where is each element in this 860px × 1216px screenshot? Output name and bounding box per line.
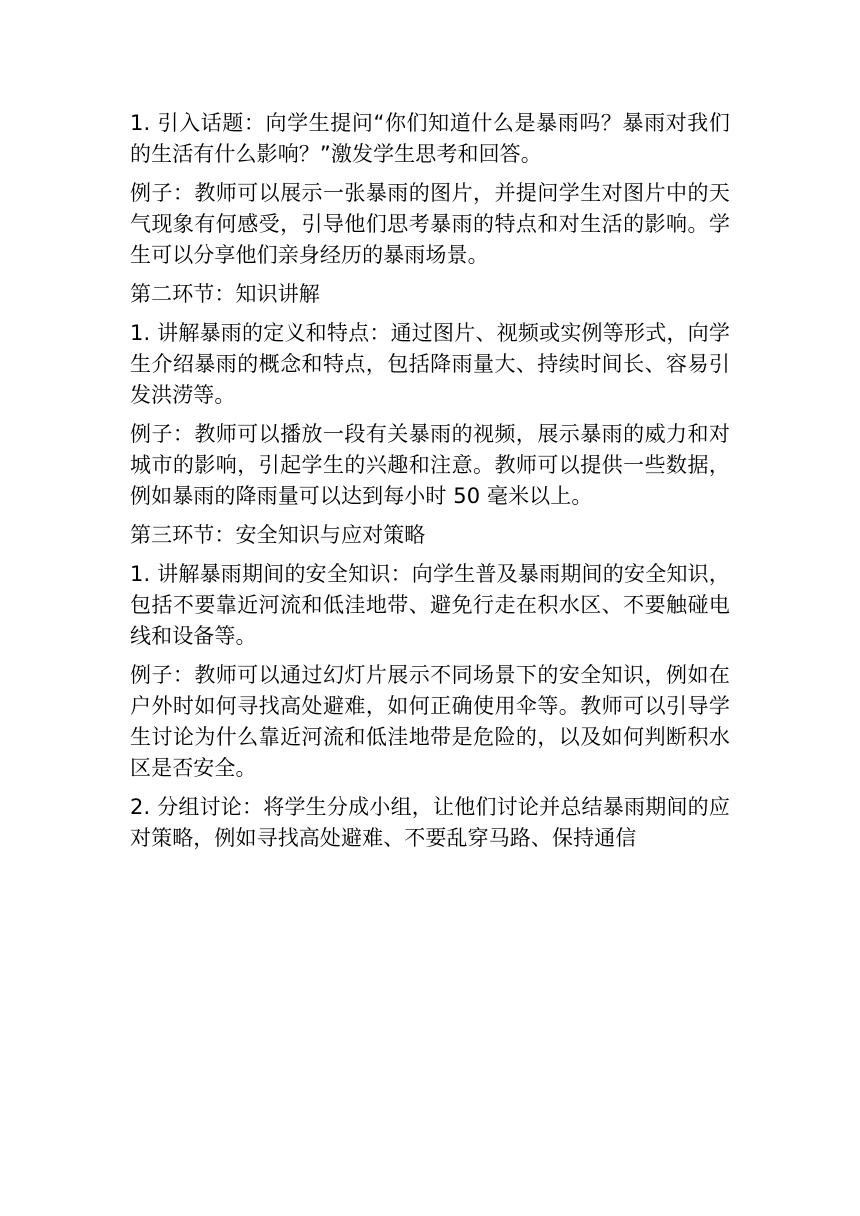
paragraph-definition: 1. 讲解暴雨的定义和特点：通过图片、视频或实例等形式，向学生介绍暴雨的概念和特点，包括降雨量大、持续时间长、容易引发洪涝等。 bbox=[130, 321, 730, 407]
paragraph-group-discussion: 2. 分组讨论：将学生分成小组，让他们讨论并总结暴雨期间的应对策略，例如寻找高处避难、不要乱穿马路、保持通信 bbox=[130, 795, 730, 850]
section-heading-2: 第二环节：知识讲解 bbox=[130, 282, 320, 306]
paragraph-example-3: 例子：教师可以通过幻灯片展示不同场景下的安全知识，例如在户外时如何寻找高处避难，如何正确使用伞等。教师可以引导学生讨论为什么靠近河流和低洼地带是危险的，以及如何判断积水区是否安全。 bbox=[130, 663, 730, 780]
paragraph-example-1: 例子：教师可以展示一张暴雨的图片，并提问学生对图片中的天气现象有何感受，引导他们思考暴雨的特点和对生活的影响。学生可以分享他们亲身经历的暴雨场景。 bbox=[130, 181, 730, 267]
paragraph-example-2: 例子：教师可以播放一段有关暴雨的视频，展示暴雨的威力和对城市的影响，引起学生的兴趣和注意。教师可以提供一些数据，例如暴雨的降雨量可以达到每小时 50 毫米以上。 bbox=[130, 422, 730, 508]
document-body bbox=[130, 108, 730, 862]
paragraph-intro-topic: 1. 引入话题：向学生提问“你们知道什么是暴雨吗？暴雨对我们的生活有什么影响？”激发学生思考和回答。 bbox=[130, 111, 730, 166]
paragraph-safety-knowledge: 1. 讲解暴雨期间的安全知识：向学生普及暴雨期间的安全知识，包括不要靠近河流和低洼地带、避免行走在积水区、不要触碰电线和设备等。 bbox=[130, 562, 730, 648]
section-heading-3: 第三环节：安全知识与应对策略 bbox=[130, 523, 426, 547]
